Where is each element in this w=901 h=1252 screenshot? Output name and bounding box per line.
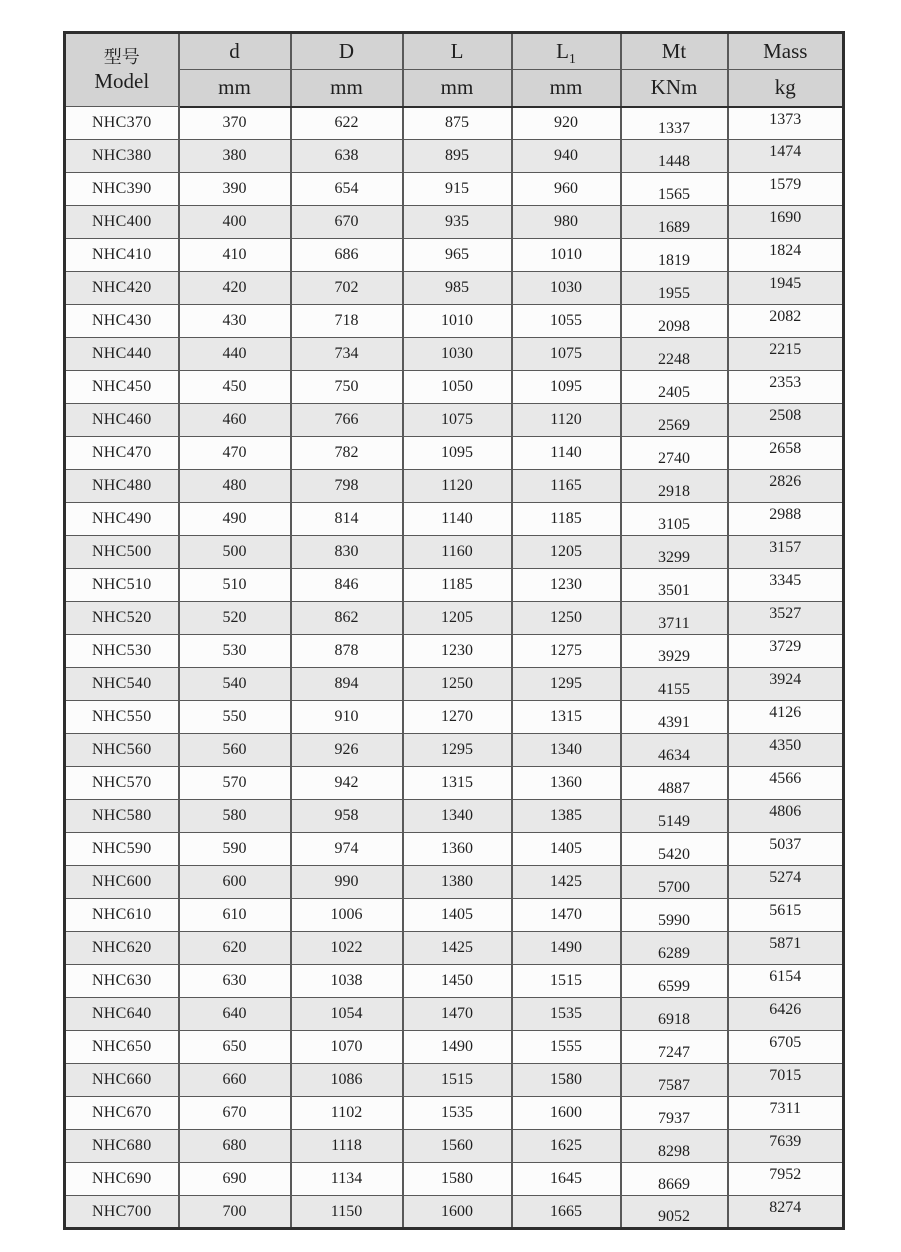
cell-model: NHC440 bbox=[65, 338, 179, 371]
cell-D: 1038 bbox=[291, 965, 403, 998]
cell-D: 1102 bbox=[291, 1097, 403, 1130]
table-row bbox=[65, 1097, 844, 1130]
cell-D: 846 bbox=[291, 569, 403, 602]
cell-Mass: 2508 bbox=[728, 404, 844, 437]
cell-Mt: 1448 bbox=[621, 140, 728, 173]
cell-model: NHC670 bbox=[65, 1097, 179, 1130]
cell-Mass: 1690 bbox=[728, 206, 844, 239]
table-row bbox=[65, 536, 844, 569]
cell-D: 910 bbox=[291, 701, 403, 734]
cell-L1: 1295 bbox=[512, 668, 621, 701]
table-row bbox=[65, 206, 844, 239]
cell-L1: 1250 bbox=[512, 602, 621, 635]
cell-Mt: 7247 bbox=[621, 1031, 728, 1064]
cell-model: NHC550 bbox=[65, 701, 179, 734]
table-row bbox=[65, 503, 844, 536]
cell-Mt: 4155 bbox=[621, 668, 728, 701]
cell-Mt: 1955 bbox=[621, 272, 728, 305]
cell-model: NHC650 bbox=[65, 1031, 179, 1064]
cell-D: 862 bbox=[291, 602, 403, 635]
cell-L1: 1555 bbox=[512, 1031, 621, 1064]
cell-d: 440 bbox=[179, 338, 291, 371]
cell-d: 400 bbox=[179, 206, 291, 239]
cell-d: 420 bbox=[179, 272, 291, 305]
header-unit-L1: mm bbox=[512, 70, 621, 107]
table-row bbox=[65, 833, 844, 866]
table-row bbox=[65, 437, 844, 470]
cell-Mass: 4350 bbox=[728, 734, 844, 767]
cell-d: 660 bbox=[179, 1064, 291, 1097]
cell-L1: 1165 bbox=[512, 470, 621, 503]
cell-L1: 1470 bbox=[512, 899, 621, 932]
cell-Mass: 1579 bbox=[728, 173, 844, 206]
table-row bbox=[65, 272, 844, 305]
cell-Mt: 3711 bbox=[621, 602, 728, 635]
cell-L1: 1340 bbox=[512, 734, 621, 767]
cell-L1: 1095 bbox=[512, 371, 621, 404]
cell-Mt: 2740 bbox=[621, 437, 728, 470]
cell-Mt: 8669 bbox=[621, 1163, 728, 1196]
cell-D: 702 bbox=[291, 272, 403, 305]
cell-L: 1450 bbox=[403, 965, 512, 998]
cell-d: 670 bbox=[179, 1097, 291, 1130]
cell-Mass: 7015 bbox=[728, 1064, 844, 1097]
header-unit-D: mm bbox=[291, 70, 403, 107]
cell-Mt: 3501 bbox=[621, 569, 728, 602]
cell-Mass: 5615 bbox=[728, 899, 844, 932]
cell-D: 734 bbox=[291, 338, 403, 371]
cell-D: 750 bbox=[291, 371, 403, 404]
cell-D: 1086 bbox=[291, 1064, 403, 1097]
cell-L1: 1385 bbox=[512, 800, 621, 833]
cell-Mass: 4566 bbox=[728, 767, 844, 800]
table-row bbox=[65, 107, 844, 140]
cell-d: 570 bbox=[179, 767, 291, 800]
table-row bbox=[65, 569, 844, 602]
cell-Mass: 6705 bbox=[728, 1031, 844, 1064]
cell-L: 1340 bbox=[403, 800, 512, 833]
cell-L: 1360 bbox=[403, 833, 512, 866]
column-header-label: Mass bbox=[763, 39, 808, 63]
table-row bbox=[65, 173, 844, 206]
cell-L1: 1665 bbox=[512, 1196, 621, 1229]
cell-d: 690 bbox=[179, 1163, 291, 1196]
column-header-label: D bbox=[338, 39, 355, 63]
cell-model: NHC620 bbox=[65, 932, 179, 965]
cell-Mass: 8274 bbox=[728, 1196, 844, 1229]
cell-Mt: 2405 bbox=[621, 371, 728, 404]
cell-d: 610 bbox=[179, 899, 291, 932]
cell-d: 700 bbox=[179, 1196, 291, 1229]
cell-L1: 980 bbox=[512, 206, 621, 239]
cell-Mass: 3345 bbox=[728, 569, 844, 602]
cell-d: 380 bbox=[179, 140, 291, 173]
table-row bbox=[65, 1196, 844, 1229]
cell-model: NHC560 bbox=[65, 734, 179, 767]
header-unit-d: mm bbox=[179, 70, 291, 107]
cell-D: 798 bbox=[291, 470, 403, 503]
cell-L: 1185 bbox=[403, 569, 512, 602]
cell-L1: 1405 bbox=[512, 833, 621, 866]
cell-L: 1580 bbox=[403, 1163, 512, 1196]
table-row bbox=[65, 767, 844, 800]
cell-Mass: 6154 bbox=[728, 965, 844, 998]
cell-model: NHC680 bbox=[65, 1130, 179, 1163]
cell-model: NHC690 bbox=[65, 1163, 179, 1196]
table-row bbox=[65, 668, 844, 701]
table-row bbox=[65, 1163, 844, 1196]
cell-L1: 1205 bbox=[512, 536, 621, 569]
cell-Mt: 5990 bbox=[621, 899, 728, 932]
cell-model: NHC610 bbox=[65, 899, 179, 932]
cell-L1: 1120 bbox=[512, 404, 621, 437]
table-row bbox=[65, 932, 844, 965]
cell-Mt: 3929 bbox=[621, 635, 728, 668]
header-row-units bbox=[65, 70, 844, 107]
cell-Mt: 4391 bbox=[621, 701, 728, 734]
cell-L: 1030 bbox=[403, 338, 512, 371]
cell-Mt: 2248 bbox=[621, 338, 728, 371]
cell-model: NHC490 bbox=[65, 503, 179, 536]
cell-model: NHC500 bbox=[65, 536, 179, 569]
cell-Mt: 9052 bbox=[621, 1196, 728, 1229]
cell-L: 1050 bbox=[403, 371, 512, 404]
cell-L1: 960 bbox=[512, 173, 621, 206]
header-row-labels bbox=[65, 33, 844, 70]
column-header-label: Mt bbox=[661, 39, 687, 63]
cell-D: 958 bbox=[291, 800, 403, 833]
cell-L1: 1360 bbox=[512, 767, 621, 800]
cell-Mass: 1373 bbox=[728, 107, 844, 140]
cell-Mt: 1337 bbox=[621, 107, 728, 140]
cell-L: 1270 bbox=[403, 701, 512, 734]
cell-L1: 1425 bbox=[512, 866, 621, 899]
header-unit-Mt: KNm bbox=[621, 70, 728, 107]
cell-d: 580 bbox=[179, 800, 291, 833]
cell-d: 480 bbox=[179, 470, 291, 503]
cell-Mt: 3105 bbox=[621, 503, 728, 536]
cell-model: NHC370 bbox=[65, 107, 179, 140]
header-col-L1 bbox=[512, 33, 621, 70]
table-row bbox=[65, 1130, 844, 1163]
header-col-d bbox=[179, 33, 291, 70]
table-row bbox=[65, 602, 844, 635]
header-model-cn: 型号 bbox=[103, 46, 140, 67]
cell-model: NHC450 bbox=[65, 371, 179, 404]
cell-L1: 1315 bbox=[512, 701, 621, 734]
cell-Mass: 7311 bbox=[728, 1097, 844, 1130]
cell-model: NHC580 bbox=[65, 800, 179, 833]
cell-d: 640 bbox=[179, 998, 291, 1031]
cell-Mt: 6599 bbox=[621, 965, 728, 998]
cell-L: 985 bbox=[403, 272, 512, 305]
header-model bbox=[65, 33, 179, 107]
cell-model: NHC430 bbox=[65, 305, 179, 338]
cell-D: 974 bbox=[291, 833, 403, 866]
cell-D: 1150 bbox=[291, 1196, 403, 1229]
cell-model: NHC530 bbox=[65, 635, 179, 668]
cell-model: NHC600 bbox=[65, 866, 179, 899]
cell-D: 990 bbox=[291, 866, 403, 899]
cell-L1: 920 bbox=[512, 107, 621, 140]
cell-Mt: 1565 bbox=[621, 173, 728, 206]
cell-model: NHC480 bbox=[65, 470, 179, 503]
table-row bbox=[65, 239, 844, 272]
cell-model: NHC520 bbox=[65, 602, 179, 635]
cell-D: 1006 bbox=[291, 899, 403, 932]
cell-L1: 1515 bbox=[512, 965, 621, 998]
cell-L: 1095 bbox=[403, 437, 512, 470]
cell-d: 490 bbox=[179, 503, 291, 536]
cell-D: 1022 bbox=[291, 932, 403, 965]
cell-Mt: 5149 bbox=[621, 800, 728, 833]
cell-L: 1315 bbox=[403, 767, 512, 800]
cell-d: 560 bbox=[179, 734, 291, 767]
cell-Mt: 2098 bbox=[621, 305, 728, 338]
cell-L: 1490 bbox=[403, 1031, 512, 1064]
cell-model: NHC700 bbox=[65, 1196, 179, 1229]
cell-L1: 1535 bbox=[512, 998, 621, 1031]
cell-D: 638 bbox=[291, 140, 403, 173]
cell-Mass: 5274 bbox=[728, 866, 844, 899]
cell-L: 1140 bbox=[403, 503, 512, 536]
cell-d: 630 bbox=[179, 965, 291, 998]
cell-model: NHC640 bbox=[65, 998, 179, 1031]
column-header-label: L bbox=[556, 39, 569, 63]
cell-L1: 1030 bbox=[512, 272, 621, 305]
cell-model: NHC390 bbox=[65, 173, 179, 206]
table-row bbox=[65, 635, 844, 668]
cell-D: 942 bbox=[291, 767, 403, 800]
cell-Mt: 7587 bbox=[621, 1064, 728, 1097]
cell-L1: 940 bbox=[512, 140, 621, 173]
cell-d: 460 bbox=[179, 404, 291, 437]
cell-model: NHC400 bbox=[65, 206, 179, 239]
cell-d: 680 bbox=[179, 1130, 291, 1163]
cell-L: 1230 bbox=[403, 635, 512, 668]
header-unit-L: mm bbox=[403, 70, 512, 107]
table-row bbox=[65, 305, 844, 338]
cell-model: NHC380 bbox=[65, 140, 179, 173]
table-row bbox=[65, 965, 844, 998]
cell-Mt: 7937 bbox=[621, 1097, 728, 1130]
cell-model: NHC540 bbox=[65, 668, 179, 701]
cell-model: NHC470 bbox=[65, 437, 179, 470]
cell-d: 470 bbox=[179, 437, 291, 470]
cell-L: 1205 bbox=[403, 602, 512, 635]
cell-d: 390 bbox=[179, 173, 291, 206]
cell-L1: 1140 bbox=[512, 437, 621, 470]
cell-d: 550 bbox=[179, 701, 291, 734]
header-col-Mt bbox=[621, 33, 728, 70]
cell-Mass: 2353 bbox=[728, 371, 844, 404]
table-row bbox=[65, 470, 844, 503]
cell-L: 1600 bbox=[403, 1196, 512, 1229]
cell-d: 500 bbox=[179, 536, 291, 569]
cell-L: 965 bbox=[403, 239, 512, 272]
cell-Mass: 3527 bbox=[728, 602, 844, 635]
cell-D: 926 bbox=[291, 734, 403, 767]
cell-model: NHC590 bbox=[65, 833, 179, 866]
cell-Mt: 2569 bbox=[621, 404, 728, 437]
cell-L: 875 bbox=[403, 107, 512, 140]
cell-L1: 1230 bbox=[512, 569, 621, 602]
cell-L1: 1275 bbox=[512, 635, 621, 668]
cell-D: 686 bbox=[291, 239, 403, 272]
header-col-D bbox=[291, 33, 403, 70]
cell-L1: 1490 bbox=[512, 932, 621, 965]
cell-Mt: 2918 bbox=[621, 470, 728, 503]
cell-D: 718 bbox=[291, 305, 403, 338]
cell-L: 1470 bbox=[403, 998, 512, 1031]
cell-Mass: 7952 bbox=[728, 1163, 844, 1196]
cell-Mass: 2826 bbox=[728, 470, 844, 503]
header-col-L bbox=[403, 33, 512, 70]
cell-Mass: 4806 bbox=[728, 800, 844, 833]
cell-Mass: 3924 bbox=[728, 668, 844, 701]
cell-Mass: 2215 bbox=[728, 338, 844, 371]
cell-D: 782 bbox=[291, 437, 403, 470]
cell-D: 830 bbox=[291, 536, 403, 569]
cell-L1: 1580 bbox=[512, 1064, 621, 1097]
cell-d: 540 bbox=[179, 668, 291, 701]
cell-L: 1535 bbox=[403, 1097, 512, 1130]
cell-D: 1118 bbox=[291, 1130, 403, 1163]
cell-Mass: 2988 bbox=[728, 503, 844, 536]
cell-L: 1560 bbox=[403, 1130, 512, 1163]
table-row bbox=[65, 998, 844, 1031]
cell-L: 1425 bbox=[403, 932, 512, 965]
cell-L1: 1600 bbox=[512, 1097, 621, 1130]
table-row bbox=[65, 371, 844, 404]
cell-L: 1120 bbox=[403, 470, 512, 503]
cell-L: 1250 bbox=[403, 668, 512, 701]
cell-L1: 1075 bbox=[512, 338, 621, 371]
cell-Mass: 2658 bbox=[728, 437, 844, 470]
table-row bbox=[65, 1031, 844, 1064]
cell-d: 510 bbox=[179, 569, 291, 602]
table-row bbox=[65, 866, 844, 899]
cell-Mt: 5700 bbox=[621, 866, 728, 899]
cell-model: NHC510 bbox=[65, 569, 179, 602]
cell-D: 1070 bbox=[291, 1031, 403, 1064]
cell-L: 1295 bbox=[403, 734, 512, 767]
cell-Mass: 1824 bbox=[728, 239, 844, 272]
cell-Mt: 6918 bbox=[621, 998, 728, 1031]
cell-Mass: 3729 bbox=[728, 635, 844, 668]
cell-D: 622 bbox=[291, 107, 403, 140]
cell-L: 935 bbox=[403, 206, 512, 239]
cell-L: 1515 bbox=[403, 1064, 512, 1097]
cell-D: 1134 bbox=[291, 1163, 403, 1196]
cell-L1: 1625 bbox=[512, 1130, 621, 1163]
cell-Mt: 1819 bbox=[621, 239, 728, 272]
cell-d: 620 bbox=[179, 932, 291, 965]
cell-d: 650 bbox=[179, 1031, 291, 1064]
cell-Mass: 5037 bbox=[728, 833, 844, 866]
cell-Mass: 7639 bbox=[728, 1130, 844, 1163]
cell-L: 1380 bbox=[403, 866, 512, 899]
cell-model: NHC420 bbox=[65, 272, 179, 305]
cell-d: 600 bbox=[179, 866, 291, 899]
cell-model: NHC660 bbox=[65, 1064, 179, 1097]
header-unit-Mass: kg bbox=[728, 70, 844, 107]
cell-D: 878 bbox=[291, 635, 403, 668]
cell-model: NHC460 bbox=[65, 404, 179, 437]
column-header-label: d bbox=[229, 39, 240, 63]
table-row bbox=[65, 899, 844, 932]
cell-Mt: 8298 bbox=[621, 1130, 728, 1163]
table-row bbox=[65, 1064, 844, 1097]
cell-Mt: 3299 bbox=[621, 536, 728, 569]
cell-Mass: 3157 bbox=[728, 536, 844, 569]
cell-L: 1010 bbox=[403, 305, 512, 338]
cell-Mass: 2082 bbox=[728, 305, 844, 338]
cell-L: 1405 bbox=[403, 899, 512, 932]
cell-L: 1160 bbox=[403, 536, 512, 569]
cell-Mass: 1945 bbox=[728, 272, 844, 305]
cell-Mt: 4887 bbox=[621, 767, 728, 800]
cell-D: 670 bbox=[291, 206, 403, 239]
table-header bbox=[65, 33, 844, 107]
cell-model: NHC630 bbox=[65, 965, 179, 998]
table-row bbox=[65, 338, 844, 371]
column-header-sub: 1 bbox=[568, 52, 576, 68]
spec-table bbox=[63, 31, 845, 1230]
cell-Mass: 4126 bbox=[728, 701, 844, 734]
cell-d: 530 bbox=[179, 635, 291, 668]
cell-d: 410 bbox=[179, 239, 291, 272]
cell-D: 814 bbox=[291, 503, 403, 536]
cell-L1: 1055 bbox=[512, 305, 621, 338]
cell-Mt: 5420 bbox=[621, 833, 728, 866]
cell-d: 370 bbox=[179, 107, 291, 140]
cell-Mass: 1474 bbox=[728, 140, 844, 173]
header-model-en: Model bbox=[94, 69, 150, 94]
cell-model: NHC410 bbox=[65, 239, 179, 272]
cell-d: 450 bbox=[179, 371, 291, 404]
cell-L1: 1010 bbox=[512, 239, 621, 272]
cell-D: 894 bbox=[291, 668, 403, 701]
table-body bbox=[65, 107, 844, 1229]
header-col-Mass bbox=[728, 33, 844, 70]
table-row bbox=[65, 140, 844, 173]
table-row bbox=[65, 800, 844, 833]
cell-d: 520 bbox=[179, 602, 291, 635]
cell-L1: 1185 bbox=[512, 503, 621, 536]
cell-Mass: 6426 bbox=[728, 998, 844, 1031]
cell-L: 915 bbox=[403, 173, 512, 206]
column-header-label: L bbox=[450, 39, 464, 63]
cell-D: 1054 bbox=[291, 998, 403, 1031]
cell-Mass: 5871 bbox=[728, 932, 844, 965]
cell-L: 895 bbox=[403, 140, 512, 173]
cell-Mt: 4634 bbox=[621, 734, 728, 767]
cell-d: 430 bbox=[179, 305, 291, 338]
cell-L: 1075 bbox=[403, 404, 512, 437]
cell-D: 766 bbox=[291, 404, 403, 437]
cell-Mt: 6289 bbox=[621, 932, 728, 965]
cell-d: 590 bbox=[179, 833, 291, 866]
cell-Mt: 1689 bbox=[621, 206, 728, 239]
cell-D: 654 bbox=[291, 173, 403, 206]
table-row bbox=[65, 404, 844, 437]
table-row bbox=[65, 701, 844, 734]
table-row bbox=[65, 734, 844, 767]
cell-model: NHC570 bbox=[65, 767, 179, 800]
cell-L1: 1645 bbox=[512, 1163, 621, 1196]
